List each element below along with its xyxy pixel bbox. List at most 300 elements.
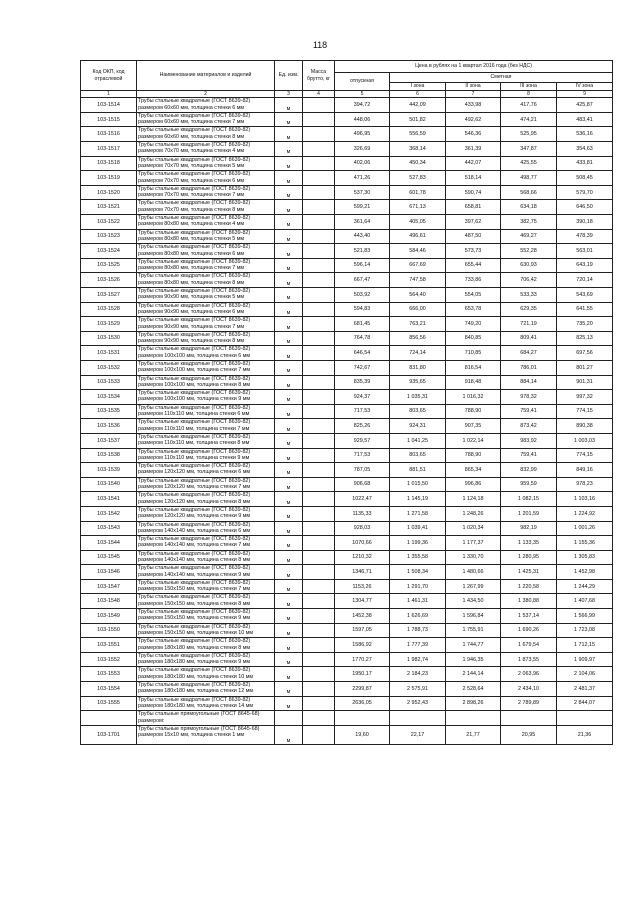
table-row [81, 652, 613, 667]
mass [303, 536, 335, 551]
release-price: 537,30 [335, 185, 390, 200]
release-price: 596,14 [335, 258, 390, 273]
mass [303, 244, 335, 259]
mass [303, 185, 335, 200]
empty-cell [303, 711, 335, 726]
material-name [137, 638, 275, 653]
column-number: 1 [81, 91, 137, 98]
zone-4-price: 1 224,92 [557, 506, 613, 521]
material-name-line: Трубы стальные квадратные (ГОСТ 8639-82) [138, 346, 251, 353]
mass [303, 156, 335, 171]
zone-2-price: 749,20 [446, 317, 501, 332]
table-row [81, 258, 613, 273]
zone-3-price: 983,92 [501, 433, 557, 448]
item-code: 103-1539 [81, 463, 137, 478]
release-price: 2299,87 [335, 682, 390, 697]
zone-1-price: 1 355,58 [390, 550, 446, 565]
zone-2-price: 1 248,26 [446, 506, 501, 521]
zone-1-price: 601,78 [390, 185, 446, 200]
material-name [137, 185, 275, 200]
mass [303, 390, 335, 405]
material-name-line: Трубы стальные квадратные (ГОСТ 8639-82) [138, 244, 251, 251]
table-body [81, 98, 613, 745]
unit: м [275, 390, 303, 405]
material-name [137, 579, 275, 594]
zone-1-price: 556,59 [390, 127, 446, 142]
zone-4-price: 2 844,07 [557, 696, 613, 711]
zone-2-price: 840,85 [446, 331, 501, 346]
unit: м [275, 638, 303, 653]
item-code: 103-1543 [81, 521, 137, 536]
mass [303, 667, 335, 682]
material-name-line: Трубы стальные квадратные (ГОСТ 8639-82) [138, 317, 251, 324]
zone-1-price: 1 777,39 [390, 638, 446, 653]
zone-2-price: 2 144,14 [446, 667, 501, 682]
release-price: 443,40 [335, 229, 390, 244]
item-code: 103-1516 [81, 127, 137, 142]
zone-1-price: 763,21 [390, 317, 446, 332]
zone-1-price: 1 461,31 [390, 594, 446, 609]
release-price: 1070,66 [335, 536, 390, 551]
zone-1-price: 1 508,34 [390, 565, 446, 580]
zone-4-price: 543,69 [557, 288, 613, 303]
mass [303, 360, 335, 375]
material-name-line: размером 70х70 мм, толщина стенки 6 мм [138, 177, 245, 184]
unit: м [275, 652, 303, 667]
material-name [137, 725, 275, 744]
zone-3-price: 1 873,55 [501, 652, 557, 667]
material-name-line: Трубы стальные квадратные (ГОСТ 8639-82) [138, 579, 251, 586]
mass [303, 331, 335, 346]
item-code: 103-1551 [81, 638, 137, 653]
mass [303, 258, 335, 273]
item-code: 103-1531 [81, 346, 137, 361]
release-price: 667,47 [335, 273, 390, 288]
release-price: 1153,26 [335, 579, 390, 594]
table-row [81, 229, 613, 244]
zone-1-price: 1 145,19 [390, 492, 446, 507]
mass [303, 375, 335, 390]
zone-1-price: 724,14 [390, 346, 446, 361]
item-code: 103-1532 [81, 360, 137, 375]
zone-3-price: 759,41 [501, 404, 557, 419]
zone-3-price: 721,19 [501, 317, 557, 332]
material-name-line: Трубы стальные квадратные (ГОСТ 8639-82) [138, 127, 251, 134]
unit: м [275, 258, 303, 273]
material-name-line: размером 180х180 мм, толщина стенки 14 мм [138, 702, 254, 709]
release-price: 717,53 [335, 448, 390, 463]
zone-4-price: 1 244,29 [557, 579, 613, 594]
material-name-line: размером 15х10 мм, толщина стенки 1 мм [138, 732, 245, 739]
item-code: 103-1550 [81, 623, 137, 638]
header-price-group: Цена в рублях на 1 квартал 2016 года (без НДС) [335, 61, 613, 73]
zone-1-price: 1 015,50 [390, 477, 446, 492]
unit: м [275, 579, 303, 594]
unit: м [275, 317, 303, 332]
zone-4-price: 1 155,36 [557, 536, 613, 551]
zone-4-price: 579,70 [557, 185, 613, 200]
column-number: 8 [501, 91, 557, 98]
unit: м [275, 331, 303, 346]
material-name-line: размером 80х80 мм, толщина стенки 6 мм [138, 250, 245, 257]
material-name-line: Трубы стальные квадратные (ГОСТ 8639-82) [138, 433, 251, 440]
material-name-line: Трубы стальные квадратные (ГОСТ 8639-82) [138, 404, 251, 411]
zone-4-price: 563,01 [557, 244, 613, 259]
table-row [81, 667, 613, 682]
material-name-line: размером 110х110 мм, толщина стенки 7 мм [138, 425, 250, 432]
item-code: 103-1534 [81, 390, 137, 405]
zone-3-price: 1 690,26 [501, 623, 557, 638]
material-name [137, 506, 275, 521]
unit: м [275, 463, 303, 478]
unit: м [275, 477, 303, 492]
table-row [81, 185, 613, 200]
mass [303, 419, 335, 434]
item-code: 103-1555 [81, 696, 137, 711]
item-code: 103-1525 [81, 258, 137, 273]
unit: м [275, 171, 303, 186]
item-code: 103-1546 [81, 565, 137, 580]
unit: м [275, 375, 303, 390]
zone-4-price: 354,63 [557, 142, 613, 157]
header-release: отпускная [335, 73, 390, 91]
zone-1-price: 1 035,31 [390, 390, 446, 405]
unit: м [275, 433, 303, 448]
zone-2-price: 2 528,64 [446, 682, 501, 697]
item-code: 103-1544 [81, 536, 137, 551]
material-name-line: Трубы стальные квадратные (ГОСТ 8639-82) [138, 536, 251, 543]
item-code: 103-1554 [81, 682, 137, 697]
zone-3-price: 634,18 [501, 200, 557, 215]
material-name [137, 463, 275, 478]
zone-1-price: 1 039,41 [390, 521, 446, 536]
empty-cell [335, 711, 390, 726]
zone-2-price: 1 596,84 [446, 609, 501, 624]
material-name-line: Трубы стальные квадратные (ГОСТ 8639-82) [138, 112, 251, 119]
mass [303, 492, 335, 507]
zone-1-price: 1 788,73 [390, 623, 446, 638]
material-name [137, 536, 275, 551]
material-name-line: Трубы стальные квадратные (ГОСТ 8639-82) [138, 273, 251, 280]
release-price: 1304,77 [335, 594, 390, 609]
zone-4-price: 433,81 [557, 156, 613, 171]
material-name [137, 156, 275, 171]
release-price: 599,21 [335, 200, 390, 215]
price-table [80, 60, 613, 745]
material-name [137, 521, 275, 536]
material-name-line: Трубы стальные квадратные (ГОСТ 8639-82) [138, 288, 251, 295]
unit: м [275, 273, 303, 288]
table-row [81, 492, 613, 507]
material-name-line: Трубы стальные квадратные (ГОСТ 8639-82) [138, 492, 251, 499]
zone-2-price: 442,07 [446, 156, 501, 171]
unit: м [275, 609, 303, 624]
zone-3-price: 1 537,14 [501, 609, 557, 624]
material-name-line: размером 180х180 мм, толщина стенки 9 мм [138, 659, 251, 666]
zone-2-price: 907,35 [446, 419, 501, 434]
table-row [81, 725, 613, 744]
release-price: 1770,27 [335, 652, 390, 667]
release-price: 929,57 [335, 433, 390, 448]
item-code: 103-1535 [81, 404, 137, 419]
column-number: 7 [446, 91, 501, 98]
material-name [137, 433, 275, 448]
material-name-line: размером 120х120 мм, толщина стенки 6 мм [138, 469, 251, 476]
zone-4-price: 1 305,83 [557, 550, 613, 565]
zone-3-price: 552,28 [501, 244, 557, 259]
material-name-line: Трубы стальные квадратные (ГОСТ 8639-82) [138, 682, 251, 689]
zone-2-price: 1 434,50 [446, 594, 501, 609]
material-name [137, 477, 275, 492]
material-name-line: Трубы стальные квадратные (ГОСТ 8639-82) [138, 652, 251, 659]
zone-4-price: 978,23 [557, 477, 613, 492]
unit: м [275, 302, 303, 317]
zone-4-price: 643,19 [557, 258, 613, 273]
zone-1-price: 803,65 [390, 448, 446, 463]
zone-4-price: 1 452,98 [557, 565, 613, 580]
release-price: 1210,32 [335, 550, 390, 565]
material-name [137, 652, 275, 667]
material-name [137, 331, 275, 346]
zone-1-price: 2 575,91 [390, 682, 446, 697]
unit: м [275, 419, 303, 434]
mass [303, 200, 335, 215]
material-name [137, 127, 275, 142]
release-price: 742,67 [335, 360, 390, 375]
column-number: 9 [557, 91, 613, 98]
zone-1-price: 501,82 [390, 112, 446, 127]
material-name [137, 200, 275, 215]
release-price: 394,72 [335, 98, 390, 113]
zone-2-price: 1 177,37 [446, 536, 501, 551]
mass [303, 477, 335, 492]
item-code: 103-1519 [81, 171, 137, 186]
table-row [81, 565, 613, 580]
zone-2-price: 21,77 [446, 725, 501, 744]
unit: м [275, 506, 303, 521]
item-code: 103-1542 [81, 506, 137, 521]
zone-2-price: 361,39 [446, 142, 501, 157]
material-name-line: размером 110х110 мм, толщина стенки 8 мм [138, 440, 250, 447]
material-name-line: Трубы стальные квадратные (ГОСТ 8639-82) [138, 98, 251, 105]
material-name-line: Трубы стальные квадратные (ГОСТ 8639-82) [138, 375, 251, 382]
header-mass: Масса брутто, кг [303, 61, 335, 91]
release-price: 521,83 [335, 244, 390, 259]
zone-3-price: 684,27 [501, 346, 557, 361]
release-price: 1022,47 [335, 492, 390, 507]
zone-3-price: 2 434,10 [501, 682, 557, 697]
material-name-line: размером 150х150 мм, толщина стенки 7 мм [138, 586, 251, 593]
material-name-line: размером 140х140 мм, толщина стенки 6 мм [138, 527, 251, 534]
zone-1-price: 1 291,70 [390, 579, 446, 594]
material-name [137, 375, 275, 390]
zone-1-price: 368,14 [390, 142, 446, 157]
material-name-line: Трубы стальные квадратные (ГОСТ 8639-82) [138, 463, 251, 470]
material-name [137, 623, 275, 638]
release-price: 1597,05 [335, 623, 390, 638]
unit: м [275, 215, 303, 230]
zone-4-price: 801,27 [557, 360, 613, 375]
material-name-line: размером 90х90 мм, толщина стенки 7 мм [138, 323, 245, 330]
zone-4-price: 735,20 [557, 317, 613, 332]
unit: м [275, 682, 303, 697]
mass [303, 288, 335, 303]
release-price: 471,26 [335, 171, 390, 186]
zone-2-price: 546,36 [446, 127, 501, 142]
zone-3-price: 347,87 [501, 142, 557, 157]
table-row [81, 579, 613, 594]
material-name-line: Трубы стальные квадратные (ГОСТ 8639-82) [138, 156, 251, 163]
mass [303, 273, 335, 288]
zone-4-price: 1 003,03 [557, 433, 613, 448]
material-name-line: Трубы стальные квадратные (ГОСТ 8639-82) [138, 550, 251, 557]
item-code: 103-1515 [81, 112, 137, 127]
table-row [81, 375, 613, 390]
zone-4-price: 849,16 [557, 463, 613, 478]
zone-2-price: 1 480,66 [446, 565, 501, 580]
unit: м [275, 696, 303, 711]
zone-3-price: 884,14 [501, 375, 557, 390]
zone-1-price: 564,40 [390, 288, 446, 303]
table-row [81, 550, 613, 565]
material-name [137, 696, 275, 711]
zone-2-price: 1 755,91 [446, 623, 501, 638]
zone-3-price: 759,41 [501, 448, 557, 463]
unit: м [275, 142, 303, 157]
zone-4-price: 901,31 [557, 375, 613, 390]
item-code: 103-1527 [81, 288, 137, 303]
material-name-line: Трубы стальные квадратные (ГОСТ 8639-82) [138, 360, 251, 367]
material-name-line: Трубы стальные квадратные (ГОСТ 8639-82) [138, 638, 251, 645]
material-name [137, 419, 275, 434]
table-row [81, 156, 613, 171]
zone-3-price: 978,32 [501, 390, 557, 405]
table-row [81, 200, 613, 215]
material-name-line: размером 100х100 мм, толщина стенки 9 мм [138, 396, 251, 403]
zone-2-price: 518,14 [446, 171, 501, 186]
header-zone-2: II зона [446, 83, 501, 91]
release-price: 835,39 [335, 375, 390, 390]
material-name-line: размером 180х180 мм, толщина стенки 10 мм [138, 673, 254, 680]
release-price: 361,64 [335, 215, 390, 230]
table-row [81, 419, 613, 434]
unit: м [275, 98, 303, 113]
mass [303, 696, 335, 711]
material-name-line: размером 80х80 мм, толщина стенки 8 мм [138, 279, 245, 286]
release-price: 924,37 [335, 390, 390, 405]
mass [303, 506, 335, 521]
material-name-line: размером 150х150 мм, толщина стенки 10 мм [138, 629, 254, 636]
release-price: 681,45 [335, 317, 390, 332]
item-code: 103-1529 [81, 317, 137, 332]
item-code: 103-1701 [81, 725, 137, 744]
zone-4-price: 641,55 [557, 302, 613, 317]
unit: м [275, 667, 303, 682]
zone-2-price: 710,85 [446, 346, 501, 361]
mass [303, 521, 335, 536]
header-zone-4: IV зона [557, 83, 613, 91]
zone-1-price: 2 184,23 [390, 667, 446, 682]
zone-2-price: 573,73 [446, 244, 501, 259]
item-code: 103-1521 [81, 200, 137, 215]
empty-cell [501, 711, 557, 726]
mass [303, 652, 335, 667]
zone-2-price: 1 020,34 [446, 521, 501, 536]
item-code: 103-1537 [81, 433, 137, 448]
release-price: 402,06 [335, 156, 390, 171]
header-zone-1: I зона [390, 83, 446, 91]
item-code: 103-1541 [81, 492, 137, 507]
release-price: 906,68 [335, 477, 390, 492]
zone-2-price: 788,90 [446, 448, 501, 463]
column-numbers-row [81, 91, 613, 98]
unit: м [275, 244, 303, 259]
header-estimate: Сметная [390, 73, 613, 83]
unit: м [275, 550, 303, 565]
material-name-line: размером: [138, 717, 165, 724]
material-name [137, 302, 275, 317]
zone-1-price: 405,05 [390, 215, 446, 230]
zone-3-price: 959,59 [501, 477, 557, 492]
table-header [81, 61, 613, 98]
material-name-line: размером 180х180 мм, толщина стенки 8 мм [138, 644, 251, 651]
zone-1-price: 881,51 [390, 463, 446, 478]
material-name-line: размером 100х100 мм, толщина стенки 6 мм [138, 352, 251, 359]
zone-2-price: 1 124,18 [446, 492, 501, 507]
zone-4-price: 536,16 [557, 127, 613, 142]
material-name [137, 667, 275, 682]
section-row [81, 711, 613, 726]
item-code [81, 711, 137, 726]
material-name [137, 171, 275, 186]
material-name-line: Трубы стальные квадратные (ГОСТ 8639-82) [138, 302, 251, 309]
material-name [137, 360, 275, 375]
mass [303, 623, 335, 638]
item-code: 103-1538 [81, 448, 137, 463]
table-row [81, 360, 613, 375]
table-row [81, 317, 613, 332]
material-name-line: размером 70х70 мм, толщина стенки 4 мм [138, 148, 245, 155]
mass [303, 682, 335, 697]
release-price: 1950,17 [335, 667, 390, 682]
material-name [137, 244, 275, 259]
zone-2-price: 1 267,99 [446, 579, 501, 594]
material-name-line: размером 120х120 мм, толщина стенки 8 мм [138, 498, 251, 505]
material-name-line: размером 70х70 мм, толщина стенки 5 мм [138, 162, 245, 169]
mass [303, 98, 335, 113]
material-name-line: Трубы стальные квадратные (ГОСТ 8639-82) [138, 477, 251, 484]
table-row [81, 288, 613, 303]
zone-4-price: 21,36 [557, 725, 613, 744]
release-price: 594,83 [335, 302, 390, 317]
table-row [81, 448, 613, 463]
material-name [137, 565, 275, 580]
release-price: 787,05 [335, 463, 390, 478]
table-row [81, 477, 613, 492]
release-price: 448,06 [335, 112, 390, 127]
unit: м [275, 536, 303, 551]
table-row [81, 171, 613, 186]
zone-1-price: 22,17 [390, 725, 446, 744]
zone-3-price: 1 380,88 [501, 594, 557, 609]
unit: м [275, 565, 303, 580]
zone-3-price: 809,41 [501, 331, 557, 346]
material-name-line: размером 70х70 мм, толщина стенки 7 мм [138, 192, 245, 199]
zone-3-price: 1 220,58 [501, 579, 557, 594]
zone-4-price: 720,14 [557, 273, 613, 288]
zone-2-price: 590,74 [446, 185, 501, 200]
item-code: 103-1545 [81, 550, 137, 565]
